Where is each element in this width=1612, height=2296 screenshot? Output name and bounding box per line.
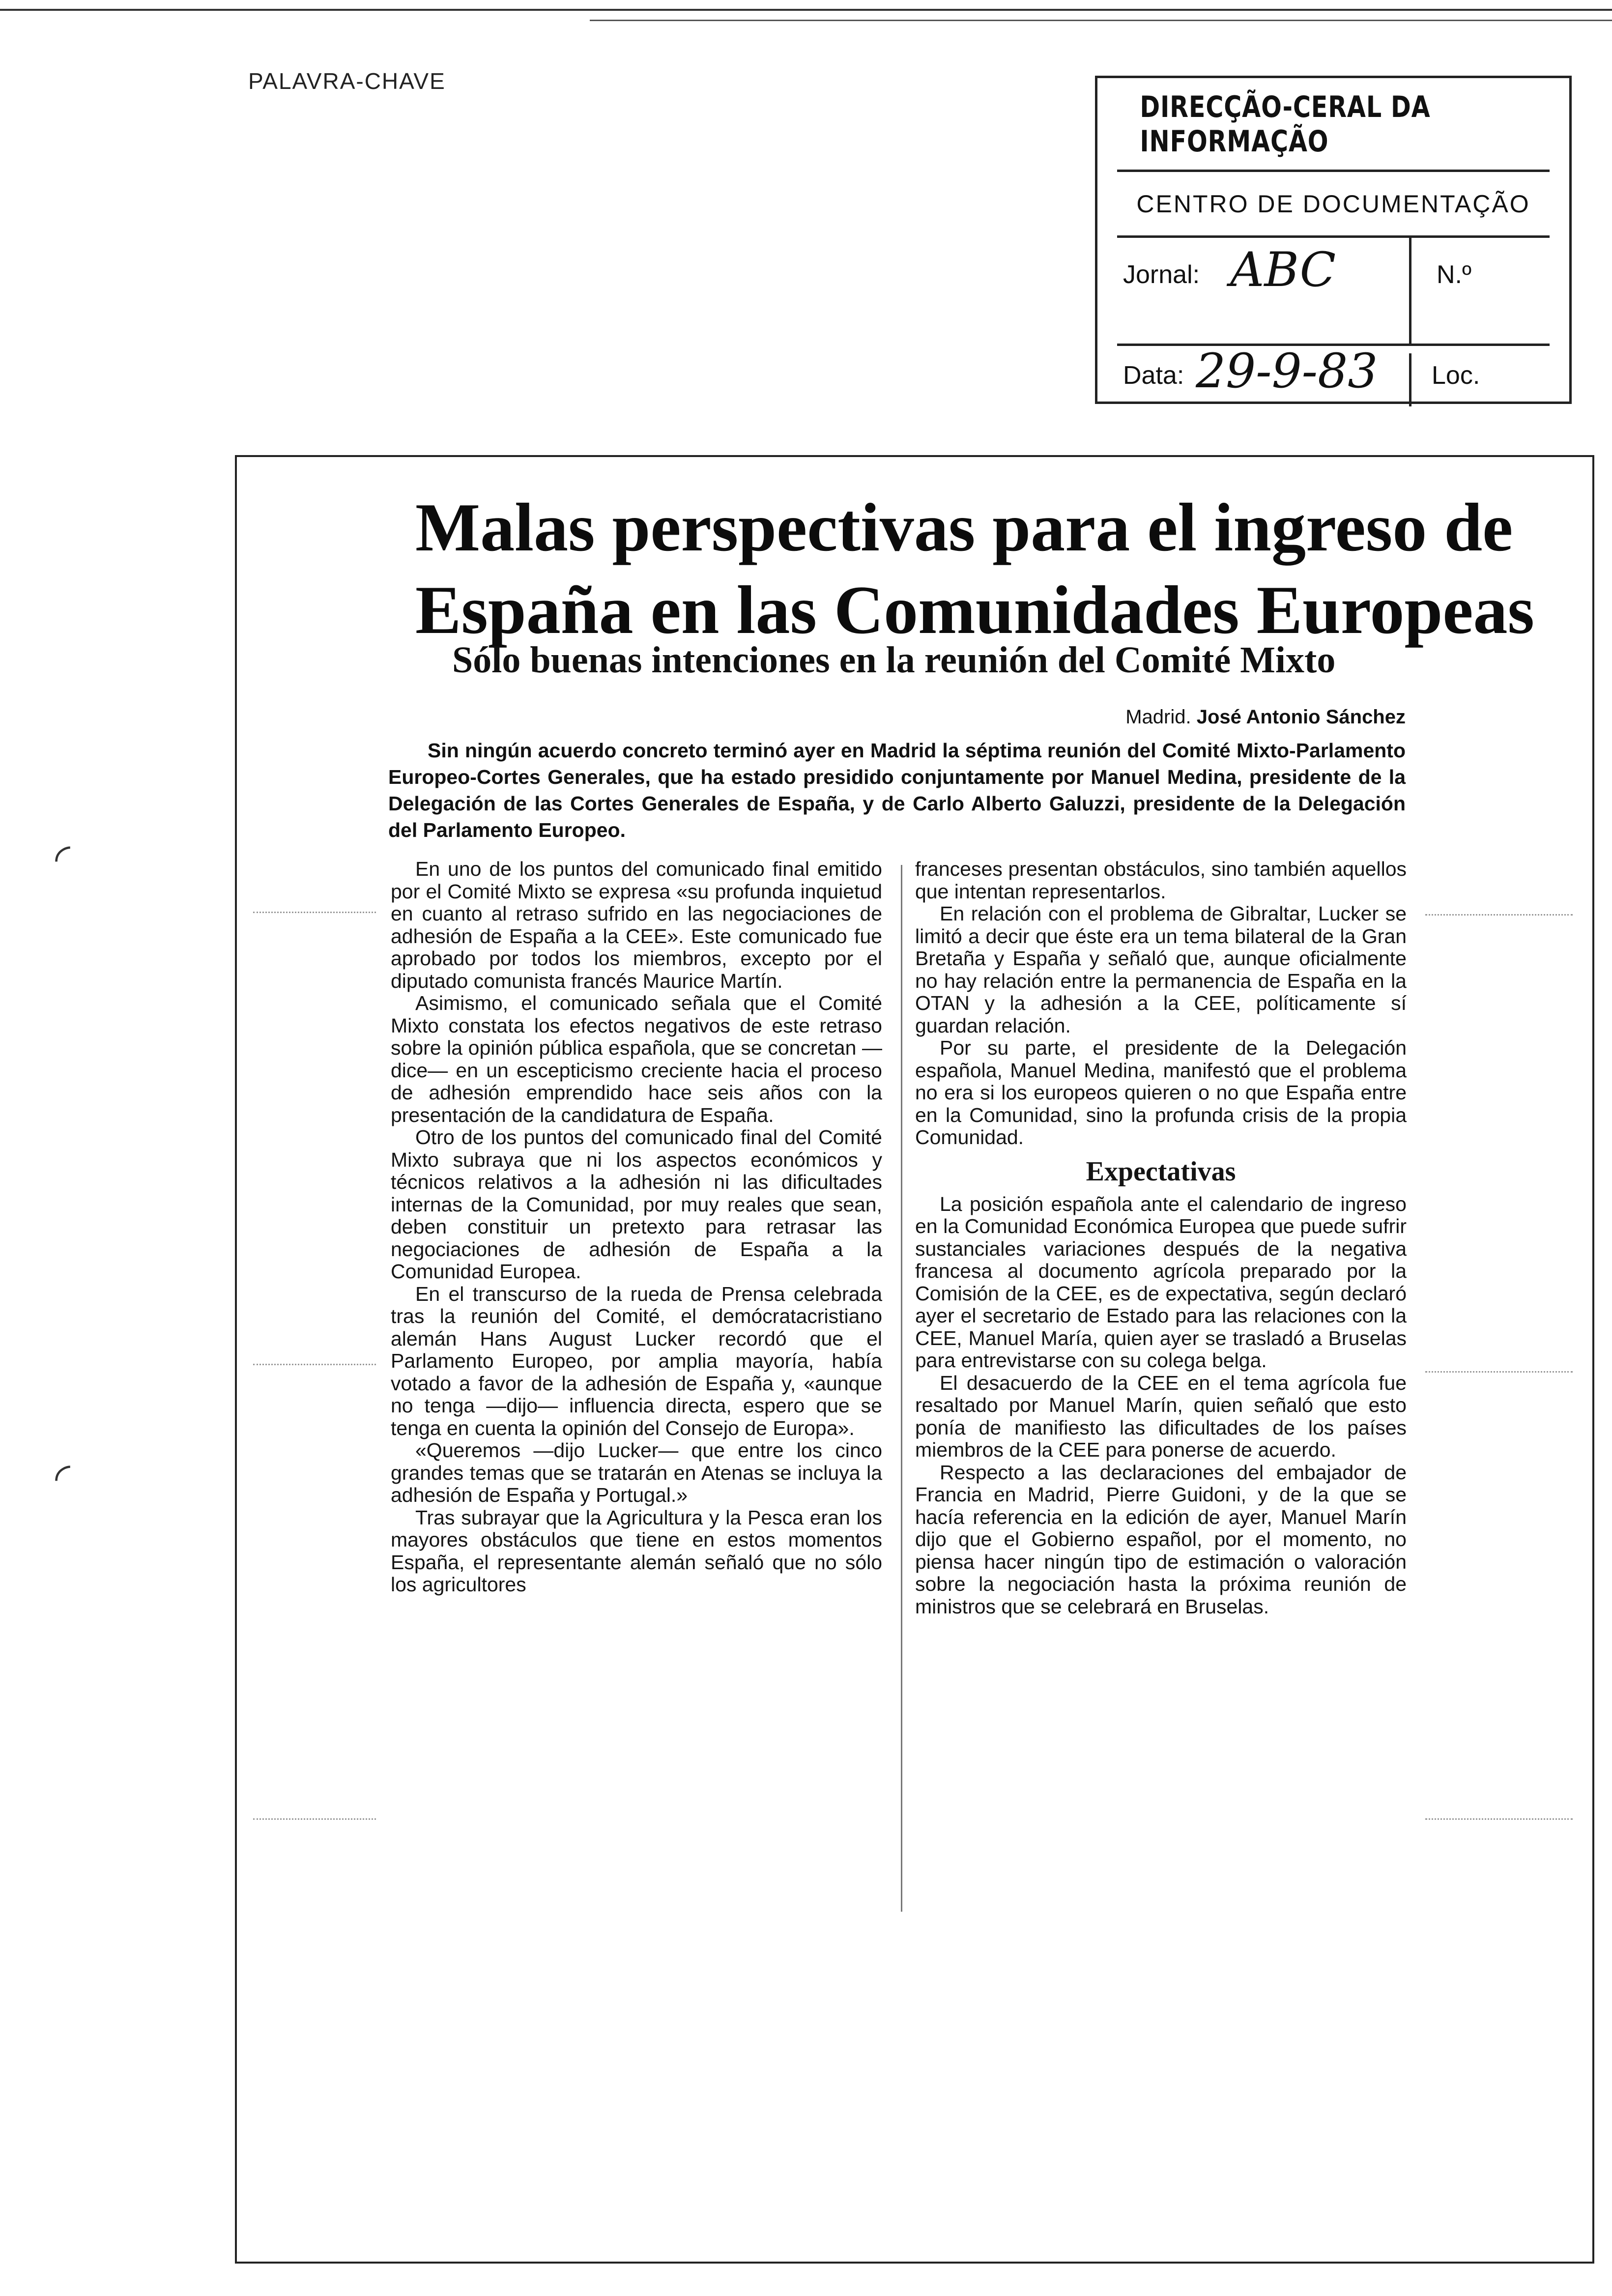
form-divider (1117, 235, 1550, 238)
article-column-right (915, 858, 1407, 1618)
crop-mark (253, 1818, 376, 1820)
form-center-title: CENTRO DE DOCUMENTAÇÃO (1136, 190, 1530, 218)
paragraph: El desacuerdo de la CEE en el tema agrícola fue resaltado por Manuel Marín, quien señaló que esto ponía de manifiesto las dificultades de los países miembros de la CEE para ponerse de acuerdo. (915, 1371, 1407, 1461)
dateline-author: José Antonio Sánchez (1196, 706, 1406, 728)
headline-line-1: Malas perspectivas para el ingreso de (415, 489, 1513, 566)
crop-mark (1425, 1371, 1573, 1373)
form-divider-vertical (1409, 238, 1411, 344)
keyword-label: PALAVRA-CHAVE (248, 68, 446, 94)
scan-top-rule-secondary (590, 20, 1612, 21)
dateline-place: Madrid. (1125, 706, 1191, 728)
paragraph: En el transcurso de la rueda de Prensa celebrada tras la reunión del Comité, el demócratacristiano alemán Hans August Lucker recordó que el Parlamento Europeo, por amplia mayoría, había votado a favor de la adhesión de España y, «aunque no tenga —dijo— influencia directa, espero que se tenga en cuenta la opinión del Consejo de Europa». (391, 1282, 882, 1439)
article-dateline (1125, 706, 1406, 728)
form-divider (1117, 170, 1550, 172)
punch-hole-icon: ◜ (55, 1456, 70, 1499)
paragraph: Otro de los puntos del comunicado final del Comité Mixto subraya que ni los aspectos económicos y técnicos relativos a la adhesión ni las dificultades internas de la Comunidad, por muy reales que sean, deben constituir un pretexto para retrasar las negociaciones de adhesión de España a la Comunidad Europea. (391, 1126, 882, 1283)
form-data-value: 29-9-83 (1196, 344, 1378, 399)
article-headline (415, 487, 1546, 652)
crop-mark (1425, 1818, 1573, 1820)
paragraph: franceses presentan obstáculos, sino también aquellos que intentan representarlos. (915, 858, 1407, 903)
paragraph: Asimismo, el comunicado señala que el Comité Mixto constata los efectos negativos de este retraso sobre la opinión pública española, que se concretan —dice— en un escepticismo creciente hacia el proceso de adhesión emprendido hace seis años con la presentación de la candidatura de España. (391, 992, 882, 1126)
form-jornal-label: Jornal: (1123, 260, 1200, 289)
crop-mark (253, 912, 376, 913)
paragraph: La posición española ante el calendario de ingreso en la Comunidad Económica Europea que puede sufrir sustanciales variaciones después de la negativa francesa al documento agrícola preparado por la Comisión de la CEE, es de expectativa, según declaró ayer el secretario de Estado para las relaciones con la CEE, Manuel María, quien ayer se trasladó a Bruselas para entrevistarse con su colega belga. (915, 1192, 1407, 1372)
crop-mark (1425, 914, 1573, 916)
archive-form (1095, 76, 1572, 404)
form-divider-vertical (1409, 353, 1411, 406)
scan-top-rule (0, 9, 1612, 11)
section-heading: Expectativas (1086, 1156, 1236, 1187)
paragraph: Por su parte, el presidente de la Delegación española, Manuel Medina, manifestó que el problema no era si los europeos quieren o no que España entre en la Comunidad, sino la profunda crisis de la propia Comunidad. (915, 1036, 1407, 1148)
form-jornal-value: ABC (1230, 242, 1336, 297)
paragraph: Tras subrayar que la Agricultura y la Pesca eran los mayores obstáculos que tiene en estos momentos España, el representante alemán señaló que no sólo los agricultores (391, 1506, 882, 1596)
form-loc-label: Loc. (1432, 361, 1480, 390)
paragraph: En uno de los puntos del comunicado final emitido por el Comité Mixto se expresa «su profunda inquietud en cuanto al retraso sufrido en las negociaciones de adhesión de España a la CEE». Este comunicado fue aprobado por todos los miembros, excepto por el diputado comunista francés Maurice Martín. (391, 858, 882, 992)
crop-mark (253, 1364, 376, 1365)
headline-line-2: España en las Comunidades Europeas (415, 572, 1534, 648)
form-agency-title: DIRECÇÃO-CERAL DA INFORMAÇÃO (1140, 90, 1431, 159)
paragraph: «Queremos —dijo Lucker— que entre los cinco grandes temas que se tratarán en Atenas se incluya la adhesión de España y Portugal.» (391, 1439, 882, 1506)
paragraph: En relación con el problema de Gibraltar, Lucker se limitó a decir que éste era un tema bilateral de la Gran Bretaña y España y señaló que, aunque oficialmente no hay relación entre la permanencia de España en la OTAN y la adhesión a la CEE, políticamente sí guardan relación. (915, 902, 1407, 1037)
paragraph: Respecto a las declaraciones del embajador de Francia en Madrid, Pierre Guidoni, y de la que se hacía referencia en la edición de ayer, Manuel Marín dijo que el Gobierno español, por el momento, no piensa hacer ningún tipo de estimación o valoración sobre la negociación hasta la próxima reunión de ministros que se celebrará en Bruselas. (915, 1461, 1407, 1618)
article-column-left (391, 858, 882, 1596)
article-lead: Sin ningún acuerdo concreto terminó ayer en Madrid la séptima reunión del Comité Mixto-Parlamento Europeo-Cortes Generales, que ha estado presidido conjuntamente por Manuel Medina, presidente de la Delegación de las Cortes Generales de España, y de Carlo Alberto Galuzzi, presidente de la Delegación del Parlamento Europeo. (388, 739, 1406, 841)
article-subheadline: Sólo buenas intenciones en la reunión del Comité Mixto (452, 639, 1336, 681)
form-data-label: Data: (1123, 361, 1184, 390)
form-numero-label: N.º (1437, 260, 1471, 289)
punch-hole-icon: ◜ (55, 836, 70, 880)
column-divider (901, 865, 902, 1912)
